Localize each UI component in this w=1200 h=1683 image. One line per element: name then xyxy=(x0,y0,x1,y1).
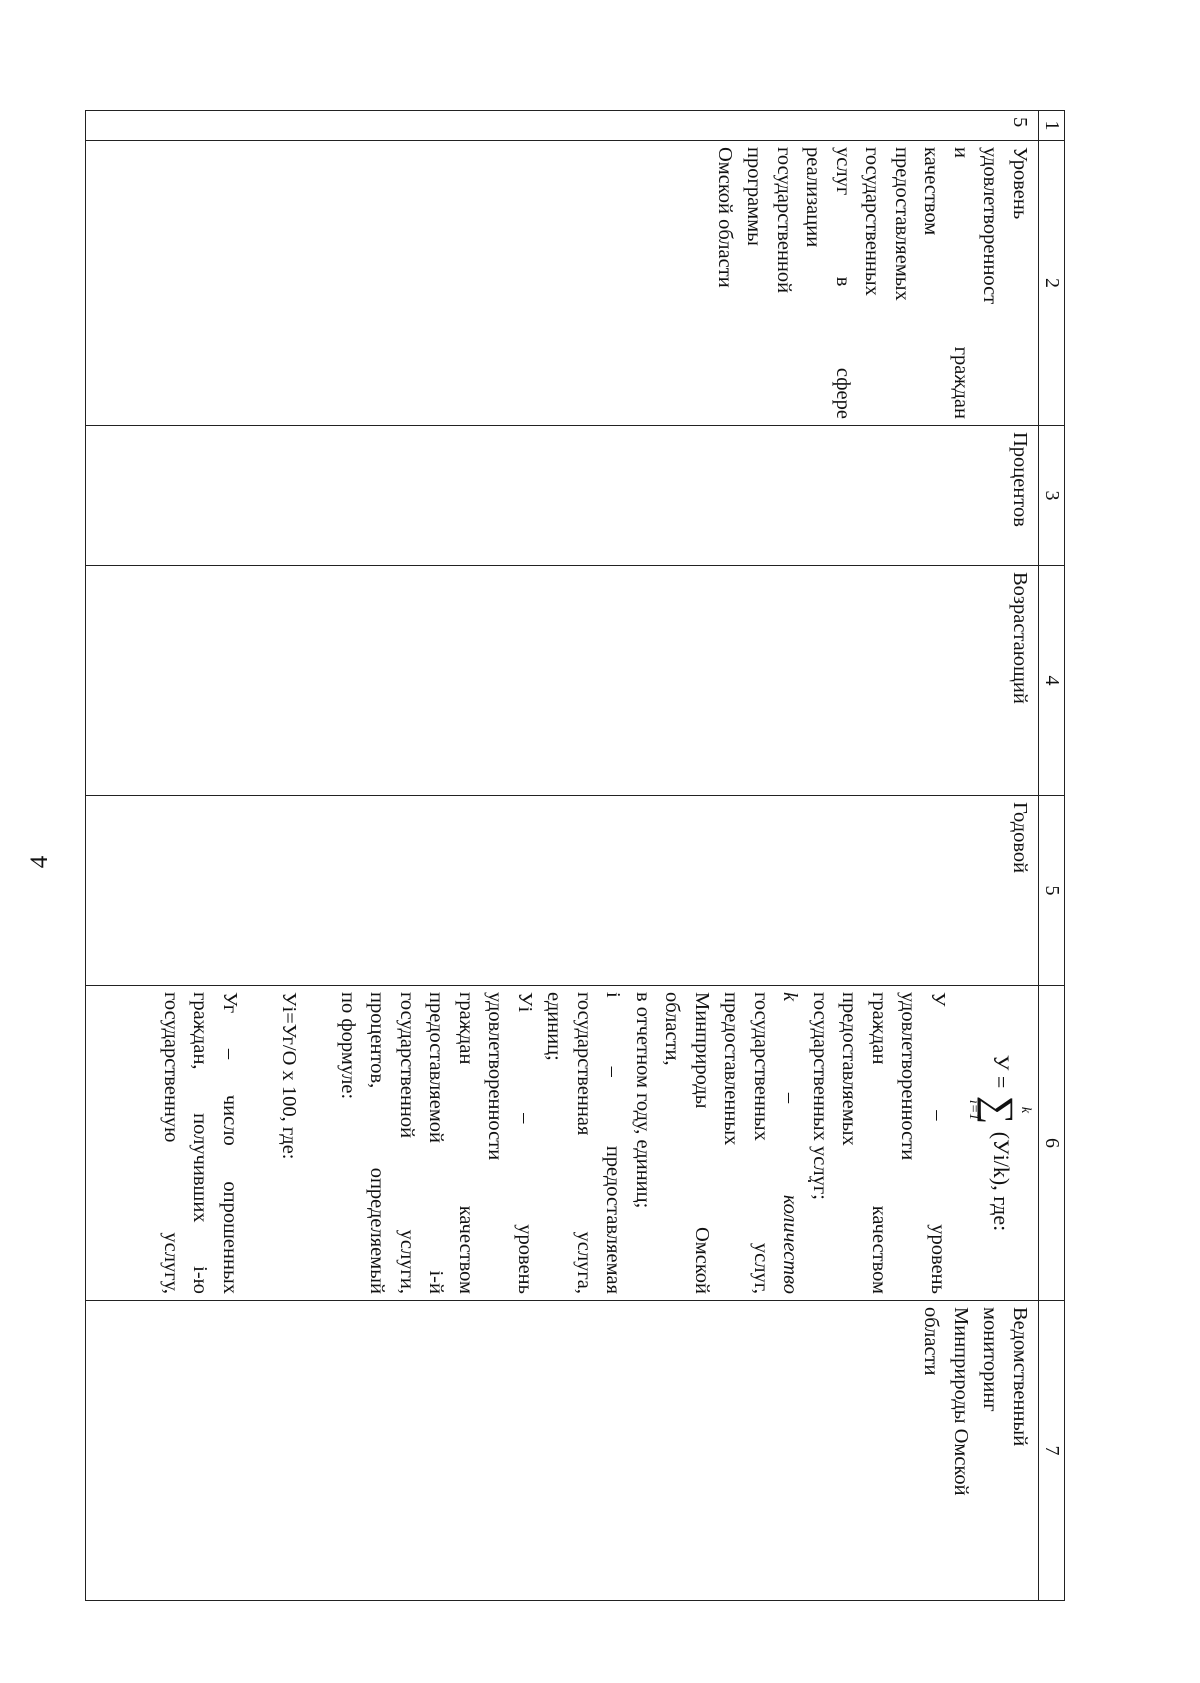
source-line: Ведомственный xyxy=(1009,1307,1031,1447)
header-cell-6: 6 xyxy=(1039,986,1065,1301)
method-line: процентов, определяемый xyxy=(366,992,389,1294)
source-cell xyxy=(86,1301,1039,1601)
source-line: мониторинг xyxy=(979,1307,1002,1412)
method-line: Уi – уровень xyxy=(514,992,536,1294)
sum-lower-limit: i=1 xyxy=(966,1099,981,1121)
method-line: удовлетворенности xyxy=(897,992,920,1161)
rotated-table-sheet xyxy=(85,110,1065,1600)
method-line: государственных услуг, xyxy=(750,992,772,1294)
indicator-line: Уровень xyxy=(1009,147,1031,220)
header-cell-3: 3 xyxy=(1039,426,1065,566)
unit-value: Процентов xyxy=(1009,432,1031,527)
page-number: 4 xyxy=(26,855,53,869)
method-line: граждан качеством xyxy=(868,992,890,1294)
row-number-cell xyxy=(86,111,1039,141)
indicator-line: Омской области xyxy=(714,147,736,288)
secondary-formula: Уi=Уг/О х 100, где: xyxy=(278,992,300,1160)
spacer xyxy=(303,992,333,1294)
method-line: i – предоставляемая xyxy=(602,992,625,1294)
method-line: единиц; xyxy=(543,992,566,1061)
method-line: удовлетворенности xyxy=(484,992,507,1161)
method-line: предоставляемых xyxy=(838,992,861,1146)
period-cell xyxy=(86,796,1039,986)
method-cell xyxy=(86,986,1039,1301)
sigma-symbol: ∑ xyxy=(977,1095,1022,1125)
indicator-line: услуг в сфере xyxy=(832,147,854,419)
method-line: государственную услугу, xyxy=(160,992,182,1294)
table-row xyxy=(86,111,1039,1601)
method-line: предоставляемой i-й xyxy=(425,992,448,1294)
indicator-line: государственной xyxy=(773,147,795,294)
spacer xyxy=(244,992,274,1294)
indicator-line: реализации xyxy=(802,147,825,248)
unit-cell xyxy=(86,426,1039,566)
sum-sign xyxy=(966,1096,1032,1125)
header-cell-7: 7 xyxy=(1039,1301,1065,1601)
indicator-name-cell xyxy=(86,141,1039,426)
source-line: области xyxy=(920,1307,943,1376)
indicator-line: государственных xyxy=(861,147,884,296)
method-line: по формуле: xyxy=(337,992,359,1100)
trend-cell xyxy=(86,566,1039,796)
method-line: Уг – число опрошенных xyxy=(219,992,241,1294)
method-line: граждан качеством xyxy=(455,992,477,1294)
indicator-line: удовлетворенност xyxy=(979,147,1002,305)
method-line: Минприроды Омской xyxy=(691,992,713,1294)
method-line: области, xyxy=(661,992,684,1066)
method-line: k – количество xyxy=(779,992,802,1294)
row-number: 5 xyxy=(1009,117,1031,128)
indicator-line: и граждан xyxy=(950,147,972,419)
formula-tail: , где: xyxy=(988,1185,1014,1232)
method-line: государственных услуг; xyxy=(809,992,831,1200)
main-formula xyxy=(952,992,1032,1294)
indicators-table xyxy=(85,110,1065,1601)
method-line: граждан, получивших i-ю xyxy=(189,992,212,1294)
sum-upper-limit: k xyxy=(1018,1106,1033,1114)
method-line: в отчетном году, единиц; xyxy=(632,992,654,1209)
method-line: У – уровень xyxy=(927,992,949,1294)
period-value: Годовой xyxy=(1009,802,1031,874)
header-cell-2: 2 xyxy=(1039,141,1065,426)
header-cell-4: 4 xyxy=(1039,566,1065,796)
trend-value: Возрастающий xyxy=(1009,572,1031,704)
method-line: государственная услуга, xyxy=(573,992,595,1294)
method-line: предоставленных xyxy=(720,992,743,1146)
indicator-line: программы xyxy=(743,147,766,246)
header-cell-5: 5 xyxy=(1039,796,1065,986)
header-cell-1: 1 xyxy=(1039,111,1065,141)
formula-term: (Уi/k) xyxy=(988,1131,1014,1186)
source-line: Минприроды Омской xyxy=(950,1307,972,1496)
header-row xyxy=(1039,111,1065,1601)
formula-lhs: У = xyxy=(988,1054,1014,1089)
indicator-line: предоставляемых xyxy=(891,147,913,301)
method-line: государственной услуги, xyxy=(396,992,418,1294)
indicator-line: качеством xyxy=(920,147,943,236)
